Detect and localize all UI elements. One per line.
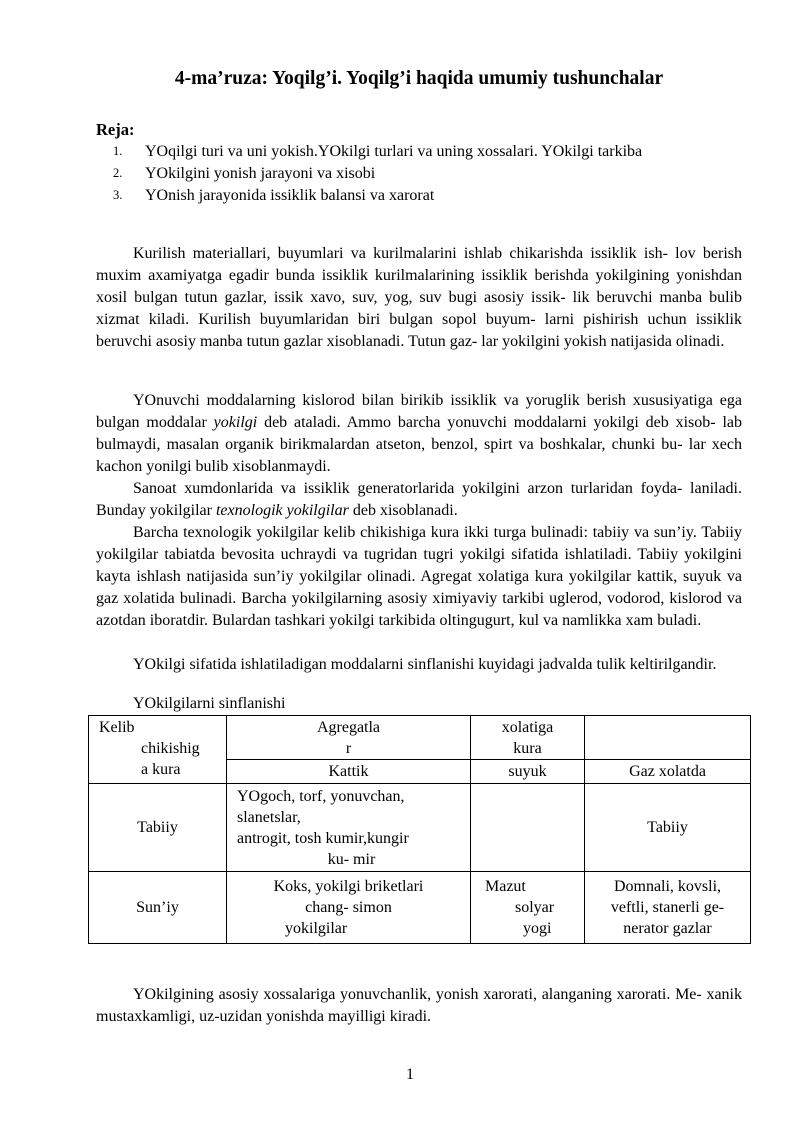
plan-item-text: YOnish jarayonida issiklik balansi va xarorat: [145, 187, 435, 204]
row-artificial-gas: [585, 872, 751, 944]
cell-line: veftli, stanerli ge-: [610, 899, 725, 916]
plan-list: [113, 143, 763, 209]
emphasis-term: yokilgi: [213, 414, 258, 431]
header-aggregate-line: Agregatla: [316, 719, 381, 736]
plan-item-number: 1.: [113, 144, 123, 158]
header-aggregate: [227, 716, 471, 760]
header-state-line: xolatiga: [501, 719, 554, 736]
cell-line: yokilgilar: [285, 920, 348, 937]
cell-line: ku- mir: [327, 850, 376, 868]
paragraph-text: Sanoat xumdonlarida va issiklik generatorlarida yokilgini arzon turlaridan foyda- laniladi. Bunday yokilgilar: [96, 480, 742, 519]
plan-item-text: YOkilgini yonish jarayoni va xisobi: [145, 165, 376, 182]
header-solid: Kattik: [227, 760, 471, 784]
cell-line: Mazut: [485, 878, 526, 895]
paragraph-technological-fuels: [96, 478, 742, 522]
row-artificial-solid: [227, 872, 471, 944]
cell-line: nerator gazlar: [623, 920, 712, 937]
plan-item: [113, 165, 763, 187]
cell-line: Koks, yokilgi briketlari: [273, 878, 424, 895]
cell-line: chang- simon: [305, 899, 392, 916]
header-origin-line: Kelib: [99, 719, 135, 736]
header-aggregate-line: r: [345, 740, 352, 757]
paragraph-fuel-properties: YOkilgining asosiy xossalariga yonuvchanlik, yonish xarorati, alanganing xarorati. Me- xanik mustaxkamligi, uz-uzidan yonishda mayilligi kiradi.: [96, 986, 742, 1025]
header-gas: Gaz xolatda: [585, 760, 751, 784]
plan-item-number: 2.: [113, 166, 123, 180]
plan-heading: Reja:: [96, 120, 135, 139]
table-row: [89, 784, 751, 872]
row-artificial-liquid: [471, 872, 585, 944]
plan-item: [113, 143, 763, 165]
paragraph-text: YOnuvchi moddalarning kislorod bilan birikib issiklik va yoruglik berish xususiyatiga ega bulgan moddalar: [96, 392, 742, 431]
cell-line: Domnali, kovsli,: [613, 878, 722, 895]
header-origin: [89, 716, 227, 784]
paragraph-fuel-definition: [96, 390, 742, 478]
table-caption: YOkilgilarni sinflanishi: [133, 695, 286, 712]
plan-item-text: YOqilgi turi va uni yokish.YOkilgi turlari va uning xossalari. YOkilgi tarkiba: [145, 143, 643, 160]
cell-line: solyar: [515, 899, 555, 916]
emphasis-term: texnologik yokilgilar: [215, 502, 349, 519]
header-state-line: kura: [513, 740, 542, 757]
plan-item-number: 3.: [113, 188, 123, 202]
table-row: [89, 872, 751, 944]
header-origin-line: a kura: [141, 761, 181, 778]
cell-line: antrogit, tosh kumir,kungir: [237, 829, 409, 847]
paragraph-text: deb xisoblanadi.: [348, 502, 458, 519]
row-natural-origin: Tabiiy: [89, 784, 227, 872]
header-liquid: suyuk: [471, 760, 585, 784]
header-state: [471, 716, 585, 760]
paragraph-intro: Kurilish materiallari, buyumlari va kurilmalarini ishlab chikarishda issiklik ish- lov berish muxim axamiyatga egadir bunda issiklik kurilmalarining issiklik berishda yokilgining yonishdan xosil bulgan tutun gazlar, issik xavo, suv, yog, suv bugi asosiy issik- lik beruvchi manba bulib xizmat kiladi. Kurilish buyumlaridan biri bulgan sopol buyum- larni pishirish uchun issiklik beruvchi asosiy manba tutun gazlar xisoblanadi. Tutun gaz- lar yokilgini yokish natijasida olinadi.: [96, 245, 742, 350]
row-natural-solid: [227, 784, 471, 872]
cell-line: YOgoch, torf, yonuvchan,: [237, 787, 405, 805]
cell-line: yogi: [523, 920, 552, 937]
row-artificial-origin: Sun’iy: [89, 872, 227, 944]
fuel-classification-table: [88, 715, 751, 944]
header-origin-line: chikishig: [141, 740, 200, 757]
page-number: 1: [406, 1066, 414, 1083]
plan-item: [113, 187, 763, 209]
header-empty-cell: [585, 716, 751, 760]
paragraph-table-intro: YOkilgi sifatida ishlatiladigan moddalarni sinflanishi kuyidagi jadvalda tulik keltirilgandir.: [133, 656, 717, 673]
row-natural-gas: Tabiiy: [585, 784, 751, 872]
row-natural-liquid: [471, 784, 585, 872]
paragraph-fuel-types: Barcha texnologik yokilgilar kelib chikishiga kura ikki turga bulinadi: tabiiy va sun’iy. Tabiiy yokilgilar tabiatda bevosita uchraydi va tugridan tugri yokilgi sifatida ishlatiladi. Tabiiy yokilgini kayta ishlash natijasida sun’iy yokilgilar olinadi. Agregat xolatiga kura yokilgilar kattik, suyuk va gaz xolatida bulinadi. Barcha yokilgilarning asosiy ximiyaviy tarkibi uglerod, vodorod, kislorod va azotdan iboratdir. Bulardan tashkari yokilgi tarkibida oltingugurt, kul va namlikka xam buladi.: [96, 524, 742, 629]
cell-line: slanetslar,: [237, 808, 301, 826]
paragraph-text: deb ataladi. Ammo barcha yonuvchi moddalarni yokilgi deb xisob- lab bulmaydi, masalan organik birikmalardan atseton, benzol, spirt va boshkalar, chunki bu- lar xech kachon yonilgi bulib xisoblanmaydi.: [96, 414, 743, 475]
table-header-row: [89, 716, 751, 760]
page-title: 4-ma’ruza: Yoqilg’i. Yoqilg’i haqida umumiy tushunchalar: [174, 68, 664, 89]
